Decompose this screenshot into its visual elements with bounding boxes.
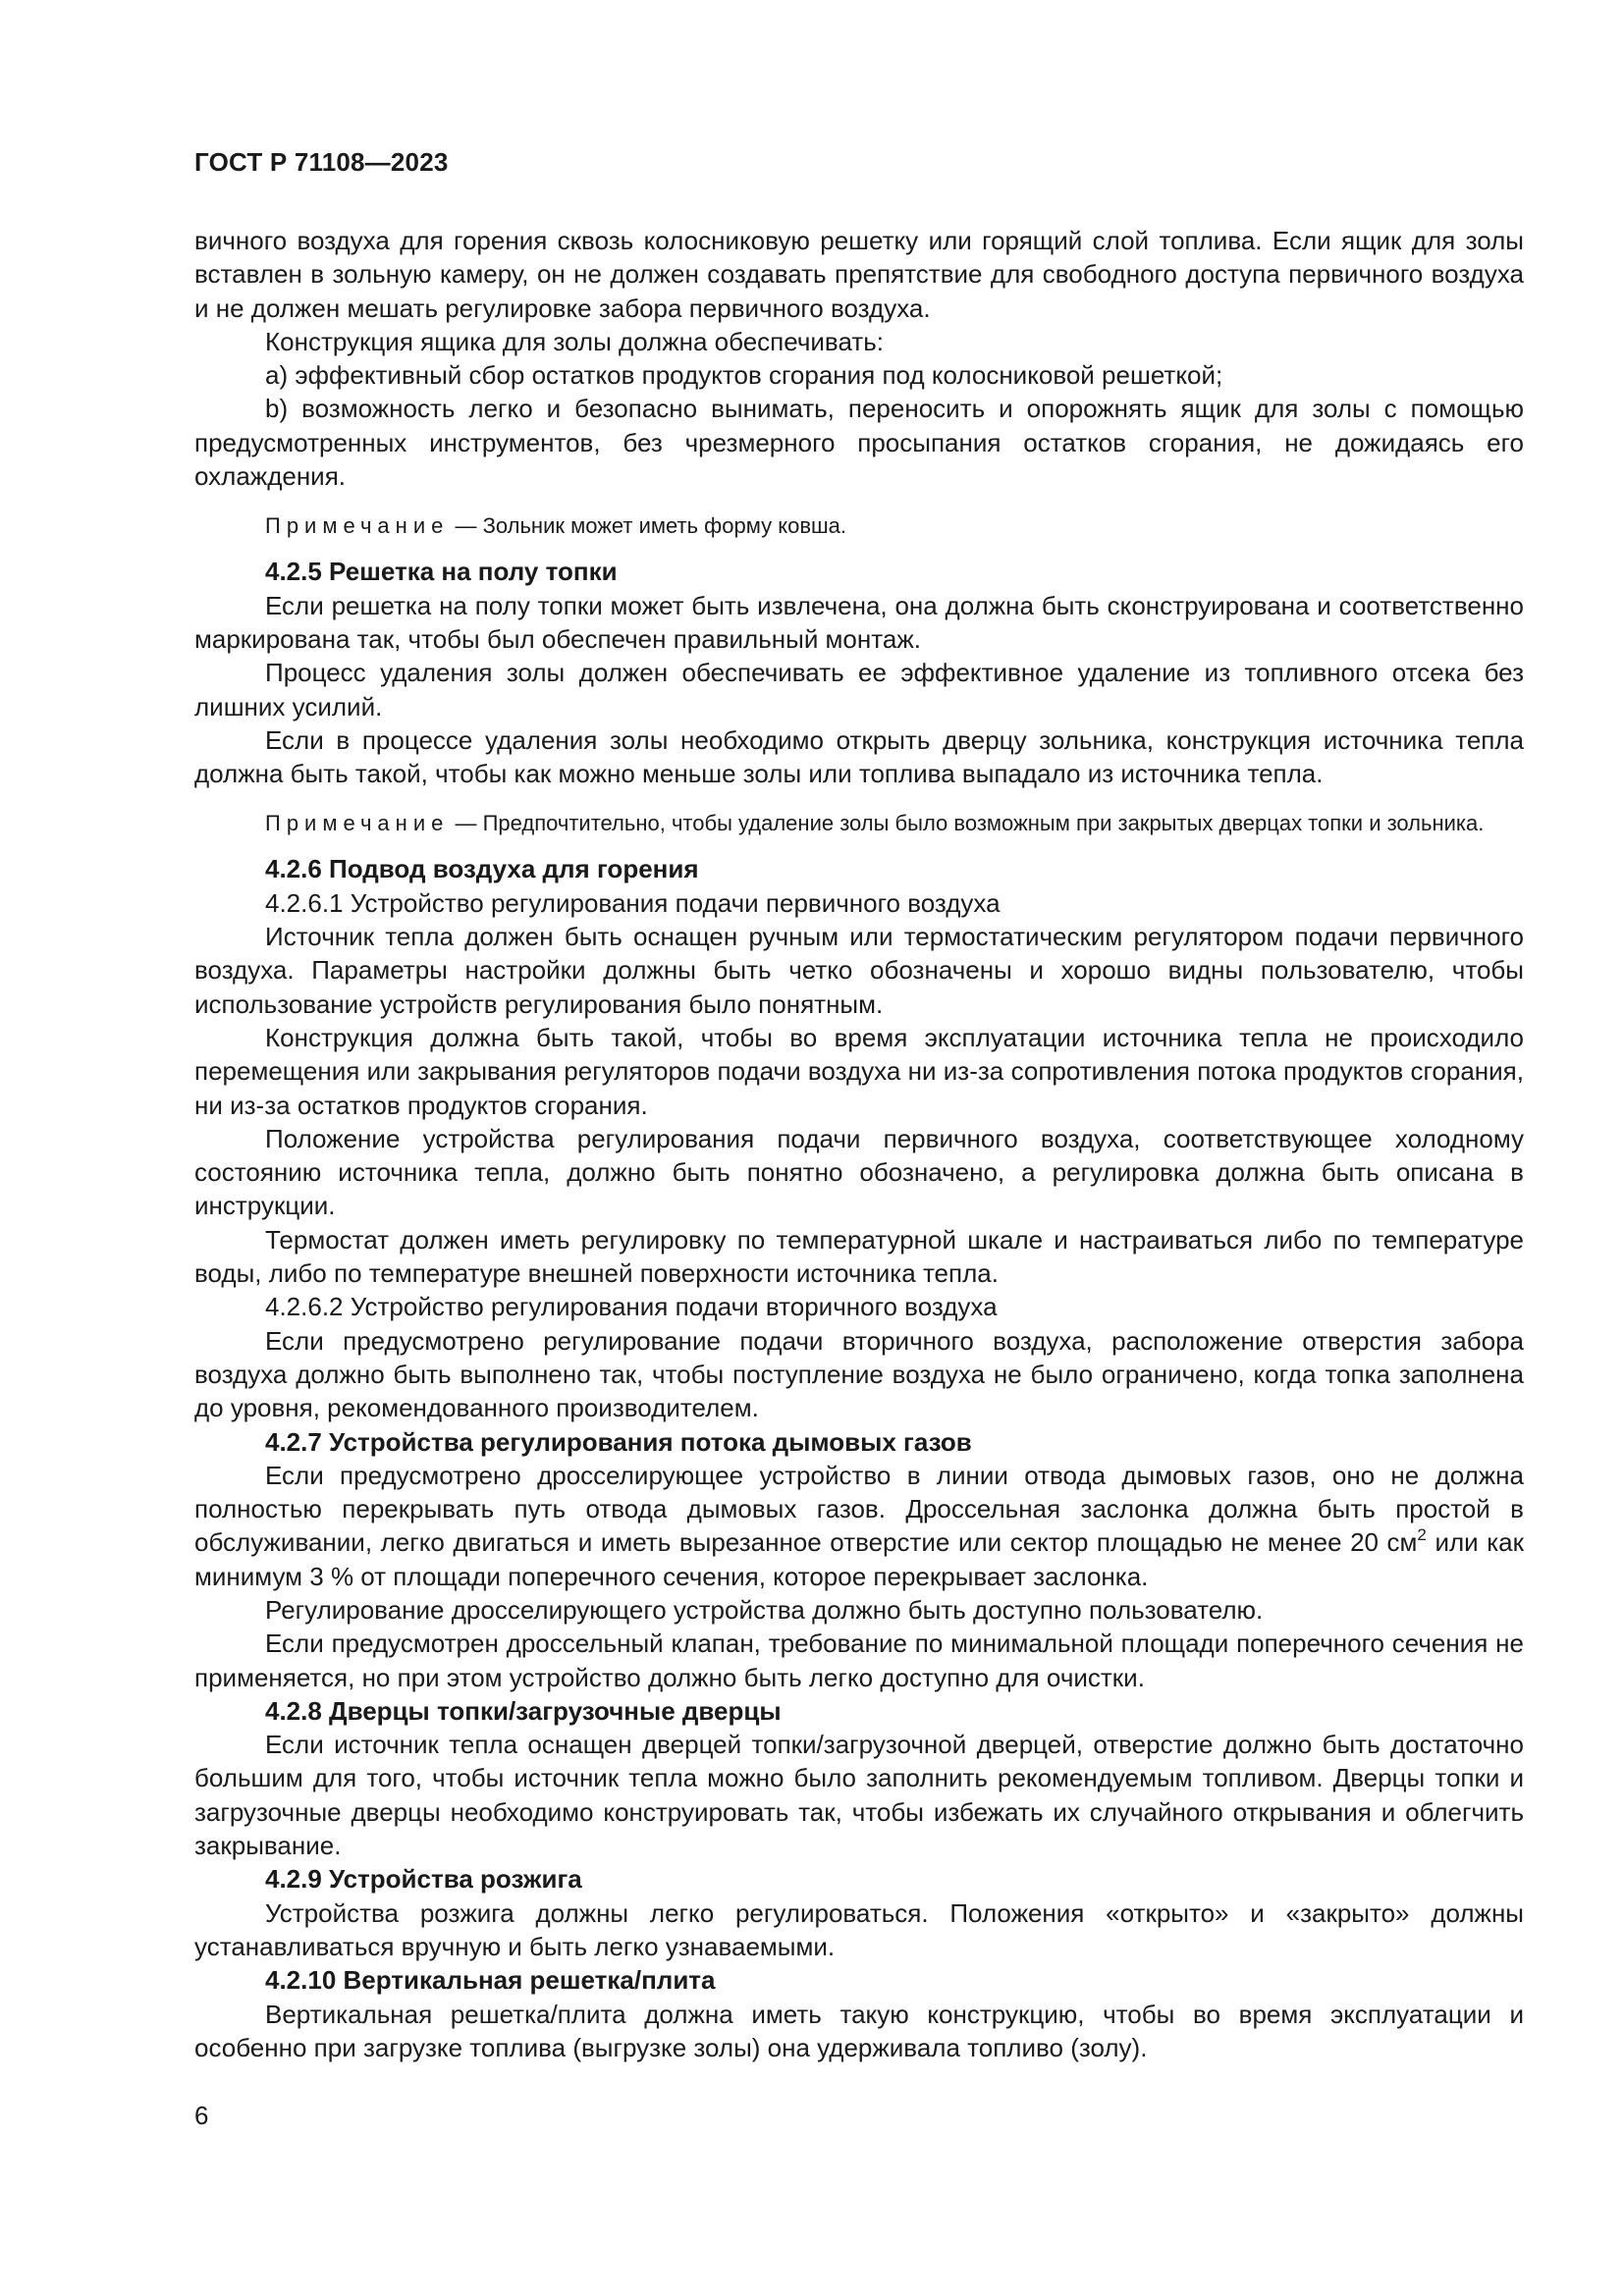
note <box>194 808 1524 838</box>
section-heading: 4.2.6 Подвод воздуха для горения <box>265 854 699 884</box>
subsection-title: 4.2.6.2 Устройство регулирования подачи вторичного воздуха <box>265 1292 998 1322</box>
paragraph: Вертикальная решетка/плита должна иметь такую конструкцию, чтобы во время эксплуатации и особенно при загрузке топлива (выгрузке золы) она удерживала топливо (золу). <box>194 1999 1524 2062</box>
paragraph: Конструкция ящика для золы должна обеспечивать: <box>265 326 885 356</box>
paragraph <box>194 1459 1524 1593</box>
paragraph: Если в процессе удаления золы необходимо открыть дверцу зольника, конструкция источника тепла должна быть такой, чтобы как можно меньше золы или топлива выпадало из источника тепла. <box>194 724 1524 789</box>
document-header: ГОСТ Р 71108—2023 <box>194 147 449 177</box>
paragraph-text: Если предусмотрено дросселирующее устройство в линии отвода дымовых газов, оно не должна полностью перекрывать путь отвода дымовых газов. Дроссельная заслонка должна быть простой в обслуживании, легко двигаться и иметь вырезанное отверстие или сектор площадью не менее 20 см <box>194 1460 1524 1558</box>
section-heading: 4.2.10 Вертикальная решетка/плита <box>265 1965 716 1996</box>
page-body <box>194 224 1524 2064</box>
section-heading: 4.2.9 Устройства розжига <box>265 1864 582 1895</box>
note-text: Предпочтительно, чтобы удаление золы было возможным при закрытых дверцах топки и зольника. <box>482 811 1485 836</box>
note-dash: — <box>449 513 483 539</box>
paragraph: Процесс удаления золы должен обеспечивать ее эффективное удаление из топливного отсека без лишних усилий. <box>194 658 1524 721</box>
section-heading: 4.2.5 Решетка на полу топки <box>265 557 618 587</box>
paragraph: Регулирование дросселирующего устройства должно быть доступно пользователю. <box>265 1594 1264 1625</box>
paragraph: Если предусмотрен дроссельный клапан, требование по минимальной площади поперечного сечения не применяется, но при этом устройство должно быть легко доступно для очистки. <box>194 1629 1524 1692</box>
paragraph: Термостат должен иметь регулировку по температурной шкале и настраиваться либо по температуре воды, либо по температуре внешней поверхности источника тепла. <box>194 1224 1524 1289</box>
section-heading: 4.2.7 Устройства регулирования потока дымовых газов <box>265 1426 972 1457</box>
list-item: а) эффективный сбор остатков продуктов сгорания под колосниковой решеткой; <box>265 360 1223 391</box>
paragraph: Источник тепла должен быть оснащен ручным или термостатическим регулятором подачи первичного воздуха. Параметры настройки должны быть четко обозначены и хорошо видны пользователю, чтобы использование устройств регулирования было понятным. <box>194 922 1524 1019</box>
page-number: 6 <box>194 2101 209 2130</box>
subsection-title: 4.2.6.1 Устройство регулирования подачи первичного воздуха <box>265 887 1001 918</box>
paragraph: Конструкция должна быть такой, чтобы во время эксплуатации источника тепла не происходило перемещения или закрывания регуляторов подачи воздуха ни из-за сопротивления потока продуктов сгорания, ни из-за остатков продуктов сгорания. <box>194 1022 1524 1120</box>
section-heading: 4.2.8 Дверцы топки/загрузочные дверцы <box>265 1695 782 1726</box>
note-label: Примечание <box>265 513 450 539</box>
list-item: b) возможность легко и безопасно вынимать, переносить и опорожнять ящик для золы с помощью предусмотренных инструментов, без чрезмерного просыпания остатков сгорания, не дожидаясь его охлаждения. <box>194 394 1524 492</box>
paragraph: Положение устройства регулирования подачи первичного воздуха, соответствующее холодному состоянию источника тепла, должно быть понятно обозначено, а регулировка должна быть описана в инструкции. <box>194 1123 1524 1221</box>
note-label: Примечание <box>265 811 450 836</box>
paragraph: Если предусмотрено регулирование подачи вторичного воздуха, расположение отверстия забора воздуха должно быть выполнено так, чтобы поступление воздуха не было ограничено, когда топка заполнена до уровня, рекомендованного производителем. <box>194 1325 1524 1423</box>
paragraph: Если источник тепла оснащен дверцей топки/загрузочной дверцей, отверстие должно быть достаточно большим для того, чтобы источник тепла можно было заполнить рекомендуемым топливом. Дверцы топки и загрузочные дверцы необходимо конструировать так, чтобы избежать их случайного открывания и облегчить закрывание. <box>194 1730 1524 1861</box>
paragraph: вичного воздуха для горения сквозь колосниковую решетку или горящий слой топлива. Если ящик для золы вставлен в зольную камеру, он не должен создавать препятствие для свободного доступа первичного воздуха и не должен мешать регулировке забора первичного воздуха. <box>194 226 1524 323</box>
note-dash: — <box>449 811 483 836</box>
note <box>194 510 1524 541</box>
paragraph: Устройства розжига должны легко регулироваться. Положения «открыто» и «закрыто» должны устанавливаться вручную и быть легко узнаваемыми. <box>194 1897 1524 1961</box>
note-text: Зольник может иметь форму ковша. <box>482 513 847 539</box>
superscript: 2 <box>1417 1524 1427 1544</box>
paragraph-text: или как минимум 3 % от площади поперечного сечения, которое перекрывает заслонка. <box>194 1527 1524 1591</box>
paragraph: Если решетка на полу топки может быть извлечена, она должна быть сконструирована и соответственно маркирована так, чтобы был обеспечен правильный монтаж. <box>194 590 1524 654</box>
